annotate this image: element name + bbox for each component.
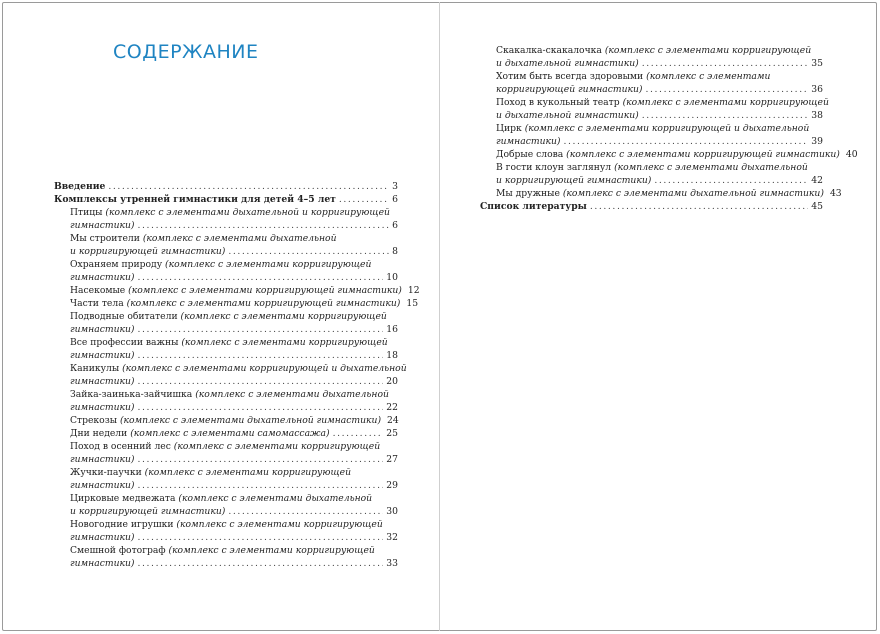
toc-entry[interactable] [54, 206, 398, 232]
toc-entry[interactable] [54, 180, 398, 193]
dot-leader [590, 200, 808, 213]
toc-entry-description: (комплекс с элементами корригирующей [144, 467, 351, 478]
toc-entry-title: Подводные обитатели [70, 311, 178, 322]
toc-entry-line [70, 479, 398, 492]
toc-entry-line [70, 206, 398, 219]
toc-entry-description: (комплекс с элементами дыхательной [178, 493, 373, 504]
toc-entry[interactable] [54, 466, 398, 492]
toc-entry-line [70, 440, 398, 453]
toc-entry[interactable] [480, 96, 829, 122]
toc-column-right [480, 44, 858, 213]
toc-entry[interactable] [54, 440, 398, 466]
toc-entry-title: Дни недели [70, 428, 128, 439]
toc-entry-line [496, 122, 823, 135]
dot-leader [108, 180, 389, 193]
toc-entry-title: Смешной фотограф [70, 545, 166, 556]
toc-entry-line [70, 245, 398, 258]
toc-page-number: 45 [811, 201, 823, 212]
toc-entry-description: (комплекс с элементами [646, 71, 771, 82]
dot-leader [228, 505, 383, 518]
toc-page-number: 29 [386, 480, 398, 491]
toc-entry-title: Скакалка-скакалочка [496, 45, 602, 56]
toc-entry-title: Добрые слова [496, 149, 564, 160]
toc-entry[interactable] [54, 427, 398, 440]
toc-entry-line [496, 83, 823, 96]
toc-entry-description: (комплекс с элементами дыхательной [142, 233, 337, 244]
toc-entry-description: (комплекс с элементами дыхательной [614, 162, 808, 173]
toc-entry[interactable] [480, 148, 858, 161]
toc-entry-title: Поход в осенний лес [70, 441, 171, 452]
toc-entry-description: и дыхательной гимнастики) [496, 58, 639, 69]
toc-entry-line [54, 180, 398, 193]
toc-entry-line [70, 323, 398, 336]
toc-entry-description: гимнастики) [70, 220, 135, 231]
dot-leader [137, 531, 383, 544]
toc-entry-line [70, 388, 398, 401]
toc-page-number: 43 [829, 188, 842, 199]
toc-entry-line [496, 148, 858, 161]
toc-page-number: 40 [845, 149, 858, 160]
toc-page-number: 22 [386, 402, 398, 413]
toc-entry-description: (комплекс с элементами корригирующей [180, 311, 387, 322]
toc-entry-description: и корригирующей гимнастики) [70, 506, 226, 517]
toc-page-number: 25 [386, 428, 398, 439]
toc-entry[interactable] [54, 336, 398, 362]
toc-entry-title: Введение [54, 181, 106, 192]
toc-entry[interactable] [54, 362, 407, 388]
toc-entry-description: и дыхательной гимнастики) [496, 110, 639, 121]
toc-entry-description: корригирующей гимнастики) [496, 84, 643, 95]
toc-entry-title: Цирковые медвежата [70, 493, 176, 504]
toc-page-number: 42 [811, 175, 823, 186]
toc-entry-description: (комплекс с элементами корригирующей и дыхательной [524, 123, 810, 134]
dot-leader [137, 323, 383, 336]
dot-leader [137, 557, 383, 570]
toc-entry[interactable] [54, 297, 419, 310]
toc-entry-description: (комплекс с элементами дыхательной гимнастики) [119, 415, 382, 426]
toc-entry-description: (комплекс с элементами корригирующей [173, 441, 381, 452]
toc-entry-line [70, 219, 398, 232]
toc-entry-line [70, 505, 398, 518]
toc-entry[interactable] [480, 200, 823, 213]
toc-page-number: 3 [392, 181, 398, 192]
toc-entry-description: (комплекс с элементами корригирующей гимнастики) [128, 285, 402, 296]
toc-entry-title: В гости клоун заглянул [496, 162, 612, 173]
toc-page-number: 30 [386, 506, 398, 517]
toc-entry-title: Каникулы [70, 363, 120, 374]
toc-entry-title: Части тела [70, 298, 124, 309]
dot-leader [137, 375, 383, 388]
toc-entry-line [70, 544, 398, 557]
toc-entry-line [70, 375, 398, 388]
toc-page-number: 10 [386, 272, 398, 283]
toc-entry-description: (комплекс с элементами дыхательной и корригирующей [105, 207, 390, 218]
toc-entry-description: (комплекс с элементами корригирующей [165, 259, 372, 270]
dot-leader [339, 193, 389, 206]
dot-leader [563, 135, 808, 148]
toc-page-number: 27 [386, 454, 398, 465]
toc-entry-title: Поход в кукольный театр [496, 97, 620, 108]
page-fold [439, 2, 440, 631]
toc-entry-description: (комплекс с элементами самомассажа) [130, 428, 330, 439]
toc-entry-line [70, 531, 398, 544]
toc-entry[interactable] [480, 122, 823, 148]
toc-entry-title: Стрекозы [70, 415, 118, 426]
toc-entry-line [70, 297, 419, 310]
toc-entry-description: гимнастики) [70, 532, 135, 543]
dot-leader [137, 349, 383, 362]
toc-entry-description: (комплекс с элементами корригирующей [168, 545, 375, 556]
toc-page-number: 6 [392, 194, 398, 205]
toc-entry-line [496, 161, 823, 174]
toc-entry-line [70, 284, 420, 297]
toc-entry-description: гимнастики) [70, 324, 135, 335]
toc-entry-line [496, 174, 823, 187]
toc-entry-description: и корригирующей гимнастики) [496, 175, 652, 186]
dot-leader [654, 174, 808, 187]
toc-page-number: 39 [811, 136, 823, 147]
toc-entry-line [496, 135, 823, 148]
toc-entry-line [70, 453, 398, 466]
toc-page-number: 36 [811, 84, 823, 95]
toc-entry-line [496, 57, 823, 70]
toc-entry-description: гимнастики) [496, 136, 561, 147]
dot-leader [137, 453, 383, 466]
toc-entry-description: и корригирующей гимнастики) [70, 246, 226, 257]
toc-entry-title: Птицы [70, 207, 103, 218]
toc-entry-description: гимнастики) [70, 376, 135, 387]
toc-entry-line [70, 271, 398, 284]
toc-entry-title: Мы строители [70, 233, 140, 244]
toc-entry[interactable] [480, 70, 823, 96]
toc-entry-line [70, 336, 398, 349]
toc-entry[interactable] [54, 193, 398, 206]
toc-entry-line [70, 362, 407, 375]
toc-entry-description: (комплекс с элементами дыхательной [195, 389, 389, 400]
toc-page-number: 35 [811, 58, 823, 69]
toc-entry-line [54, 193, 398, 206]
dot-leader [646, 83, 809, 96]
toc-page-number: 33 [386, 558, 398, 569]
toc-page-number: 18 [386, 350, 398, 361]
toc-entry-line [496, 44, 823, 57]
toc-entry-line [70, 401, 398, 414]
toc-entry[interactable] [54, 284, 420, 297]
toc-entry-line [496, 109, 823, 122]
toc-entry-title: Хотим быть всегда здоровыми [496, 71, 644, 82]
toc-page-number: 16 [386, 324, 398, 335]
dot-leader [137, 219, 389, 232]
toc-entry-description: (комплекс с элементами корригирующей гимнастики) [566, 149, 840, 160]
toc-entry-description: (комплекс с элементами дыхательной гимнастики) [562, 188, 824, 199]
toc-entry-line [70, 557, 398, 570]
toc-entry-line [70, 310, 398, 323]
toc-entry[interactable] [54, 388, 398, 414]
toc-entry-line [70, 232, 398, 245]
toc-entry-description: гимнастики) [70, 350, 135, 361]
toc-entry-description: гимнастики) [70, 480, 135, 491]
toc-entry[interactable] [54, 414, 398, 427]
dot-leader [228, 245, 389, 258]
toc-entry-title: Жучки-паучки [70, 467, 142, 478]
toc-entry[interactable] [480, 44, 823, 70]
toc-entry-description: гимнастики) [70, 272, 135, 283]
toc-entry-line [70, 492, 398, 505]
toc-entry-title: Насекомые [70, 285, 126, 296]
toc-entry-title: Список литературы [480, 201, 587, 212]
toc-entry-line [480, 200, 823, 213]
toc-entry-title: Мы дружные [496, 188, 560, 199]
toc-entry-description: (комплекс с элементами корригирующей и дыхательной [122, 363, 407, 374]
toc-entry[interactable] [480, 187, 842, 200]
toc-entry-description: гимнастики) [70, 558, 135, 569]
toc-entry[interactable] [54, 258, 398, 284]
page-title: СОДЕРЖАНИЕ [113, 41, 259, 63]
toc-entry-line [70, 466, 398, 479]
toc-entry-description: (комплекс с элементами корригирующей [176, 519, 383, 530]
toc-entry-line [70, 349, 398, 362]
toc-entry-line [496, 96, 829, 109]
toc-entry-title: Комплексы утренней гимнастики для детей 4–5 лет [54, 194, 336, 205]
toc-entry-line [496, 70, 823, 83]
toc-entry-line [70, 258, 398, 271]
toc-entry[interactable] [54, 310, 398, 336]
toc-page-number: 20 [386, 376, 398, 387]
toc-page-number: 15 [406, 298, 419, 309]
toc-entry[interactable] [54, 544, 398, 570]
dot-leader [642, 109, 809, 122]
dot-leader [137, 479, 383, 492]
toc-entry-description: гимнастики) [70, 454, 135, 465]
dot-leader [642, 57, 809, 70]
toc-page-number: 8 [392, 246, 398, 257]
toc-entry[interactable] [480, 161, 823, 187]
toc-column-left [54, 180, 420, 570]
toc-entry-description: (комплекс с элементами корригирующей [181, 337, 388, 348]
toc-entry-description: (комплекс с элементами корригирующей [604, 45, 812, 56]
toc-entry-line [496, 187, 842, 200]
toc-page-number: 38 [811, 110, 823, 121]
toc-entry-description: (комплекс с элементами корригирующей [622, 97, 829, 108]
toc-entry-title: Охраняем природу [70, 259, 163, 270]
toc-page-number: 6 [392, 220, 398, 231]
dot-leader [333, 427, 384, 440]
toc-page-number: 24 [387, 415, 399, 426]
toc-entry[interactable] [54, 232, 398, 258]
toc-entry-line [70, 427, 398, 440]
dot-leader [137, 401, 383, 414]
dot-leader [137, 271, 383, 284]
toc-page-number: 32 [386, 532, 398, 543]
toc-entry-description: гимнастики) [70, 402, 135, 413]
toc-entry-line [70, 414, 398, 427]
toc-entry-title: Все профессии важны [70, 337, 179, 348]
toc-entry-line [70, 518, 398, 531]
toc-entry-title: Зайка-заинька-зайчишка [70, 389, 193, 400]
toc-entry-title: Новогодние игрушки [70, 519, 174, 530]
toc-entry-title: Цирк [496, 123, 522, 134]
toc-entry-description: (комплекс с элементами корригирующей гимнастики) [126, 298, 401, 309]
toc-page-number: 12 [407, 285, 420, 296]
toc-entry[interactable] [54, 518, 398, 544]
toc-entry[interactable] [54, 492, 398, 518]
